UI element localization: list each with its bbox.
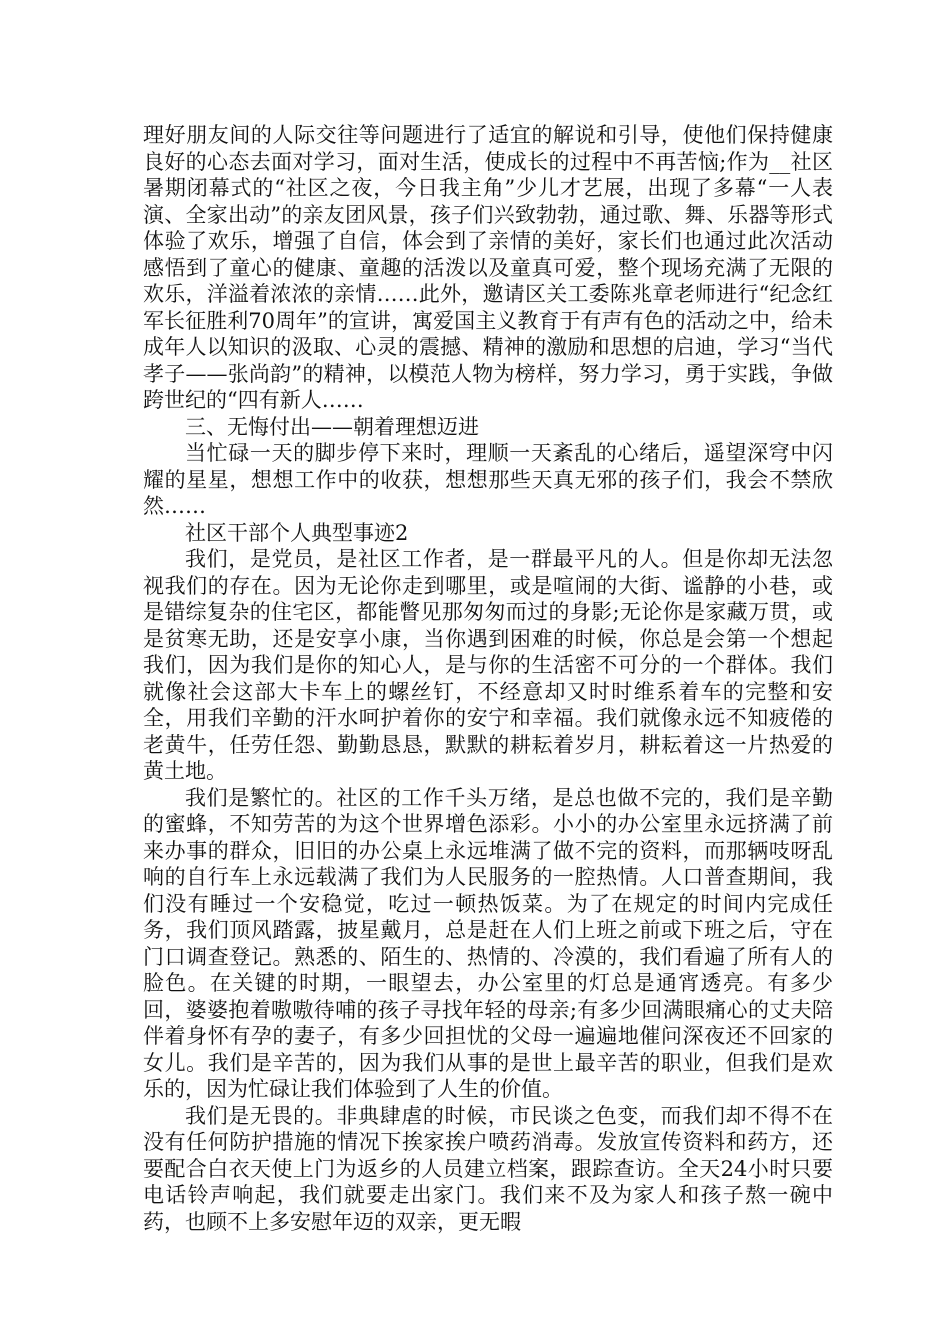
party-members-paragraph: 我们，是党员，是社区工作者，是一群最平凡的人。但是你却无法忽视我们的存在。因为无论你走到哪里，或是喧闹的大街、谧静的小巷，或是错综复杂的住宅区，都能瞥见那匆匆而过的身影;无论你是家藏万贯，或是贫寒无助，还是安享小康，当你遇到困难的时候，你总是会第一个想起我们，因为我们是你的知心人，是与你的生活密不可分的一个群体。我们就像社会这部大卡车上的螺丝钉，不经意却又时时维系着车的完整和安全，用我们辛勤的汗水呵护着你的安宁和幸福。我们就像永远不知疲倦的老黄牛，任劳任怨、勤勤恳恳，默默的耕耘着岁月，耕耘着这一片热爱的黄土地。: [143, 547, 833, 783]
fearless-paragraph: 我们是无畏的。非典肆虐的时候，市民谈之色变，而我们却不得不在没有任何防护措施的情况下挨家挨户喷药消毒。发放宣传资料和药方，还要配合白衣天使上门为返乡的人员建立档案，跟踪查访。全天24小时只要电话铃声响起，我们就要走出家门。我们来不及为家人和孩子熬一碗中药，也顾不上多安慰年迈的双亲，更无暇: [143, 1103, 833, 1234]
section-heading-3: 三、无悔付出——朝着理想迈进: [185, 414, 479, 439]
continuation-paragraph: 理好朋友间的人际交往等问题进行了适宜的解说和引导，使他们保持健康良好的心态去面对学习，面对生活，使成长的过程中不再苦恼;作为__社区暑期闭幕式的“社区之夜，今日我主角”少儿才艺展，出现了多幕“一人表演、全家出动”的亲友团风景，孩子们兴致勃勃，通过歌、舞、乐器等形式体验了欢乐，增强了自信，体会到了亲情的美好，家长们也通过此次活动感悟到了童心的健康、童趣的活泼以及童真可爱，整个现场充满了无限的欢乐，洋溢着浓浓的亲情……此外，邀请区关工委陈兆章老师进行“纪念红军长征胜利70周年”的宣讲，寓爱国主义教育于有声有色的活动之中，给未成年人以知识的汲取、心灵的震撼、精神的激励和思想的启迪，学习“当代孝子——张尚韵”的精神，以模范人物为榜样，努力学习，勇于实践，争做跨世纪的“四有新人……: [143, 123, 833, 412]
busy-paragraph: 我们是繁忙的。社区的工作千头万绪，是总也做不完的，我们是辛勤的蜜蜂，不知劳苦的为这个世界增色添彩。小小的办公室里永远挤满了前来办事的群众，旧旧的办公桌上永远堆满了做不完的资料，而那辆吱呀乱响的自行车上永远载满了我们为人民服务的一腔热情。人口普查期间，我们没有睡过一个安稳觉，吃过一顿热饭菜。为了在规定的时间内完成任务，我们顶风踏露，披星戴月，总是赶在人们上班之前或下班之后，守在门口调查登记。熟悉的、陌生的、热情的、冷漠的，我们看遍了所有人的脸色。在关键的时期，一眼望去，办公室里的灯总是通宵透亮。有多少回，婆婆抱着嗷嗷待哺的孩子寻找年轻的母亲;有多少回满眼痛心的丈夫陪伴着身怀有孕的妻子，有多少回担忧的父母一遍遍地催问深夜还不回家的女儿。我们是辛苦的，因为我们从事的是世上最辛苦的职业，但我们是欢乐的，因为忙碌让我们体验到了人生的价值。: [143, 785, 833, 1101]
article-title-2: 社区干部个人典型事迹2: [185, 520, 409, 545]
document-body: [143, 122, 833, 1235]
stars-paragraph: 当忙碌一天的脚步停下来时，理顺一天紊乱的心绪后，遥望深穹中闪耀的星星，想想工作中的收获，想想那些天真无邪的孩子们，我会不禁欣然……: [143, 441, 833, 518]
